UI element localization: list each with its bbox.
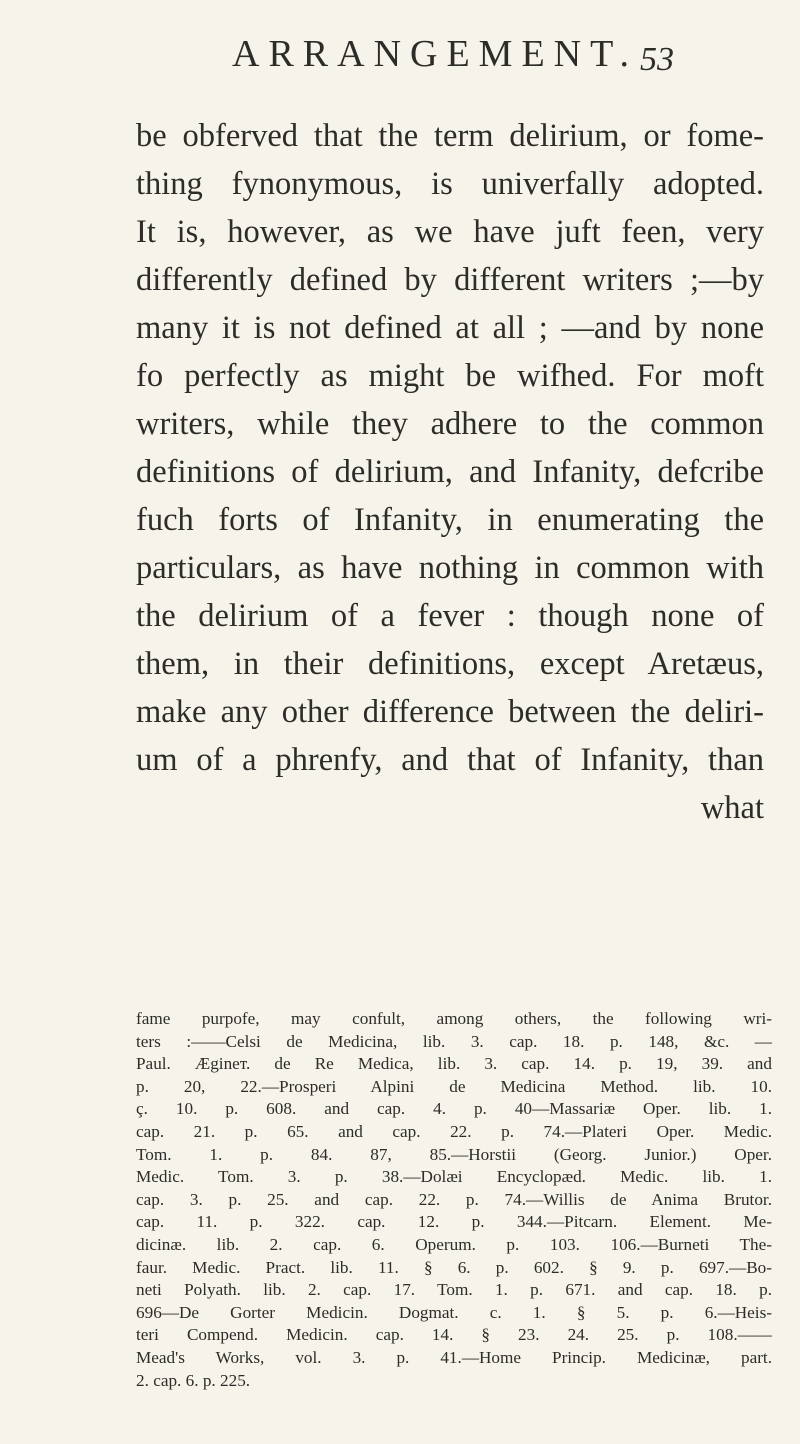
text-line: differently defined by different writers ;—by <box>136 262 764 298</box>
footnote-line: fame purpofe, may confult, among others, the following wri- <box>136 1009 772 1028</box>
text-line: writers, while they adhere to the common <box>136 406 764 442</box>
text-line: fuch forts of Infanity, in enumerating the <box>136 502 764 538</box>
text-line: the delirium of a fever : though none of <box>136 598 764 634</box>
footnote-line: 696—De Gorter Medicin. Dogmat. c. 1. § 5. p. 6.—Heis- <box>136 1302 772 1322</box>
footnote-line: cap. 3. p. 25. and cap. 22. p. 74.—Willis de Anima Brutor. <box>136 1189 772 1209</box>
text-line: be obferved that the term delirium, or fome- <box>136 118 764 154</box>
footnote-line: p. 20, 22.—Prosperi Alpini de Medicina Method. lib. 10. <box>136 1076 772 1096</box>
text-line: many it is not defined at all ; —and by none <box>136 310 764 346</box>
footnote-line: teri Compend. Medicin. cap. 14. § 23. 24. 25. p. 108.—— <box>136 1325 772 1345</box>
footnote-line: cap. 21. p. 65. and cap. 22. p. 74.—Plateri Oper. Medic. <box>136 1121 772 1141</box>
running-head <box>232 24 672 84</box>
footnote-line: Tom. 1. p. 84. 87, 85.—Horstii (Georg. Junior.) Oper. <box>136 1144 772 1164</box>
text-line: It is, however, as we have juft feen, very <box>136 214 764 250</box>
footnote-line: neti Polyath. lib. 2. cap. 17. Tom. 1. p. 671. and cap. 18. p. <box>136 1280 772 1300</box>
text-line: them, in their definitions, except Aretæus, <box>136 646 764 682</box>
chapter-heading: ARRANGEMENT. <box>232 33 639 75</box>
text-line: thing fynonymous, is univerfally adopted. <box>136 166 764 202</box>
footnote-line: cap. 11. p. 322. cap. 12. p. 344.—Pitcarn. Element. Me- <box>136 1212 772 1232</box>
text-line: fo perfectly as might be wifhed. For moft <box>136 358 764 394</box>
text-line: particulars, as have nothing in common with <box>136 550 764 586</box>
page-number: 53 <box>640 41 674 78</box>
text-line: make any other difference between the deliri- <box>136 694 764 730</box>
text-line: um of a phrenfy, and that of Infanity, than <box>136 742 764 778</box>
catchword: what <box>700 790 764 826</box>
footnote-line: ters :——Celsi de Medicina, lib. 3. cap. 18. p. 148, &c. — <box>136 1031 772 1051</box>
footnote-line: Mead's Works, vol. 3. p. 41.—Home Princip. Medicinæ, part. <box>136 1347 772 1367</box>
footnote-line: ç. 10. p. 608. and cap. 4. p. 40—Massariæ Oper. lib. 1. <box>136 1099 772 1119</box>
footnote-line: Paul. Ægineт. de Re Medica, lib. 3. cap. 14. p. 19, 39. and <box>136 1054 772 1074</box>
footnote-block <box>136 1008 772 1392</box>
main-text <box>136 112 764 832</box>
text-line: definitions of delirium, and Infanity, defcribe <box>136 454 764 490</box>
footnote-line: faur. Medic. Pract. lib. 11. § 6. p. 602. § 9. p. 697.—Bo- <box>136 1257 772 1277</box>
footnote-line: Medic. Tom. 3. p. 38.—Dolæi Encyclopæd. Medic. lib. 1. <box>136 1167 772 1187</box>
footnote-line: dicinæ. lib. 2. cap. 6. Operum. p. 103. 106.—Burneti The- <box>136 1234 772 1254</box>
footnote-line: 2. cap. 6. p. 225. <box>136 1370 251 1390</box>
